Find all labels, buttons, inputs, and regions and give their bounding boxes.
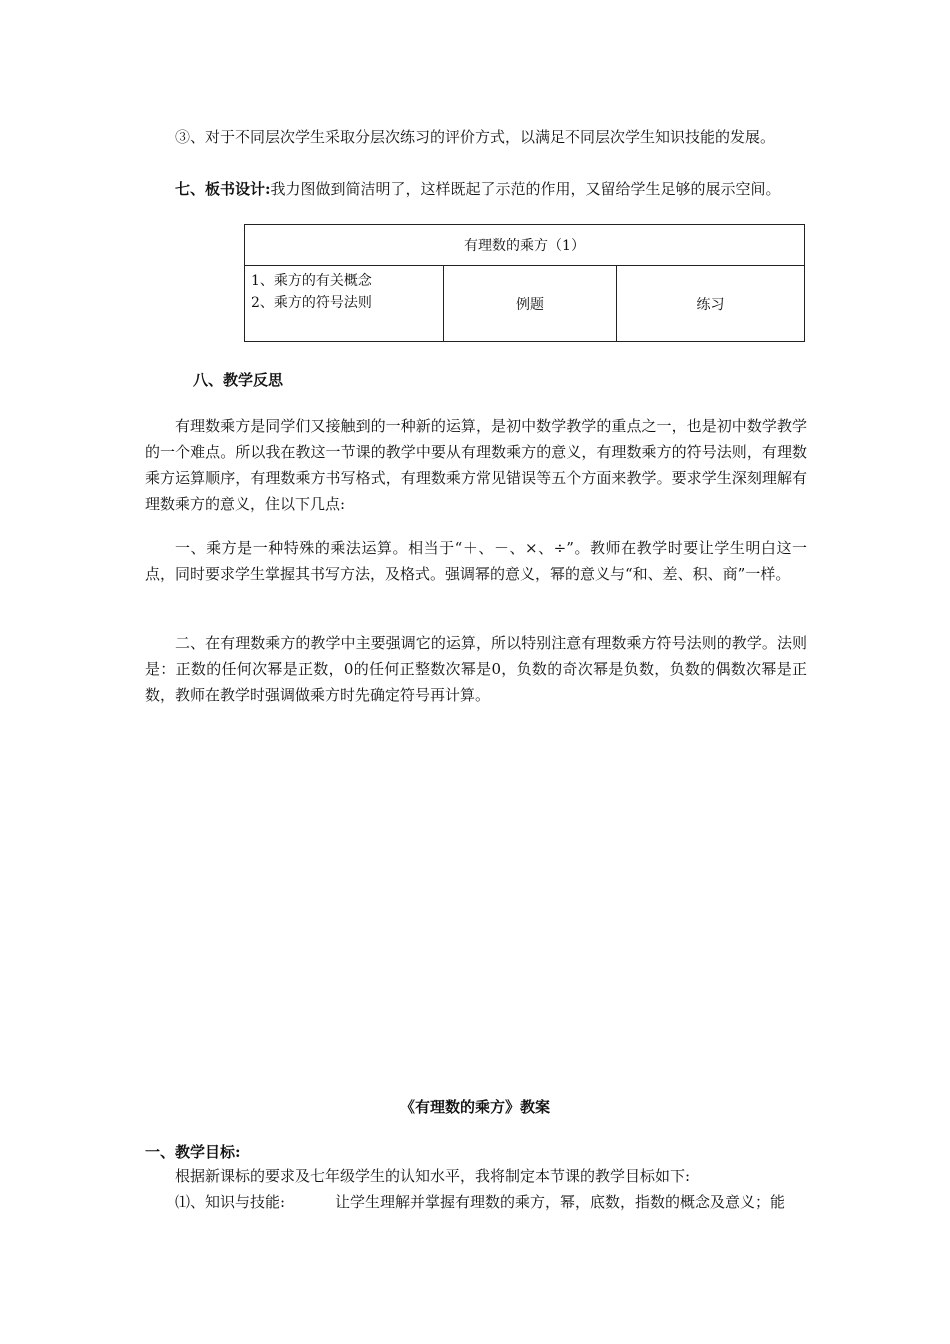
reflection-paragraph-2: 一、乘方是一种特殊的乘法运算。相当于“＋、－、×、÷”。教师在教学时要让学生明白这一点，同时要求学生掌握其书写方法，及格式。强调幂的意义，幂的意义与“和、差、积、商”一样。 [145,539,807,583]
board-concepts-cell [245,266,444,342]
board-design-table [244,224,805,342]
teaching-goals-intro: 根据新课标的要求及七年级学生的认知水平，我将制定本节课的教学目标如下: [175,1167,691,1185]
board-item-sign-rule: 2、乘方的符号法则 [251,295,372,311]
lesson-plan-title: 《有理数的乘方》教案 [399,1098,550,1116]
teaching-goals-heading: 一、教学目标: [145,1143,241,1161]
board-design-text: 我力图做到简洁明了，这样既起了示范的作用，又留给学生足够的展示空间。 [270,180,781,198]
goal-knowledge-skills [175,1189,807,1215]
board-title: 有理数的乘方（1） [245,225,805,266]
board-item-concepts: 1、乘方的有关概念 [251,273,372,289]
board-design-paragraph [145,176,807,202]
goal-knowledge-text: 让学生理解并掌握有理数的乘方，幂，底数，指数的概念及意义；能 [335,1193,786,1211]
board-examples-cell: 例题 [444,266,617,342]
reflection-heading: 八、教学反思 [193,371,284,389]
board-exercises-cell: 练习 [617,266,805,342]
board-design-heading: 七、板书设计: [175,180,271,198]
reflection-paragraph-1: 有理数乘方是同学们又接触到的一种新的运算，是初中数学教学的重点之一，也是初中数学教学的一个难点。所以我在教这一节课的教学中要从有理数乘方的意义，有理数乘方的符号法则，有理数乘方运算顺序，有理数乘方书写格式，有理数乘方常见错误等五个方面来教学。要求学生深刻理解有理数乘方的意义，住以下几点: [145,417,807,513]
reflection-paragraph-3: 二、在有理数乘方的教学中主要强调它的运算，所以特别注意有理数乘方符号法则的教学。法则是：正数的任何次幂是正数，0的任何正整数次幂是0，负数的奇次幂是负数，负数的偶数次幂是正数，教师在教学时强调做乘方时先确定符号再计算。 [145,634,807,704]
goal-knowledge-label: ⑴、知识与技能: [175,1193,286,1211]
evaluation-item-3: ③、对于不同层次学生采取分层次练习的评价方式，以满足不同层次学生知识技能的发展。 [175,128,776,146]
